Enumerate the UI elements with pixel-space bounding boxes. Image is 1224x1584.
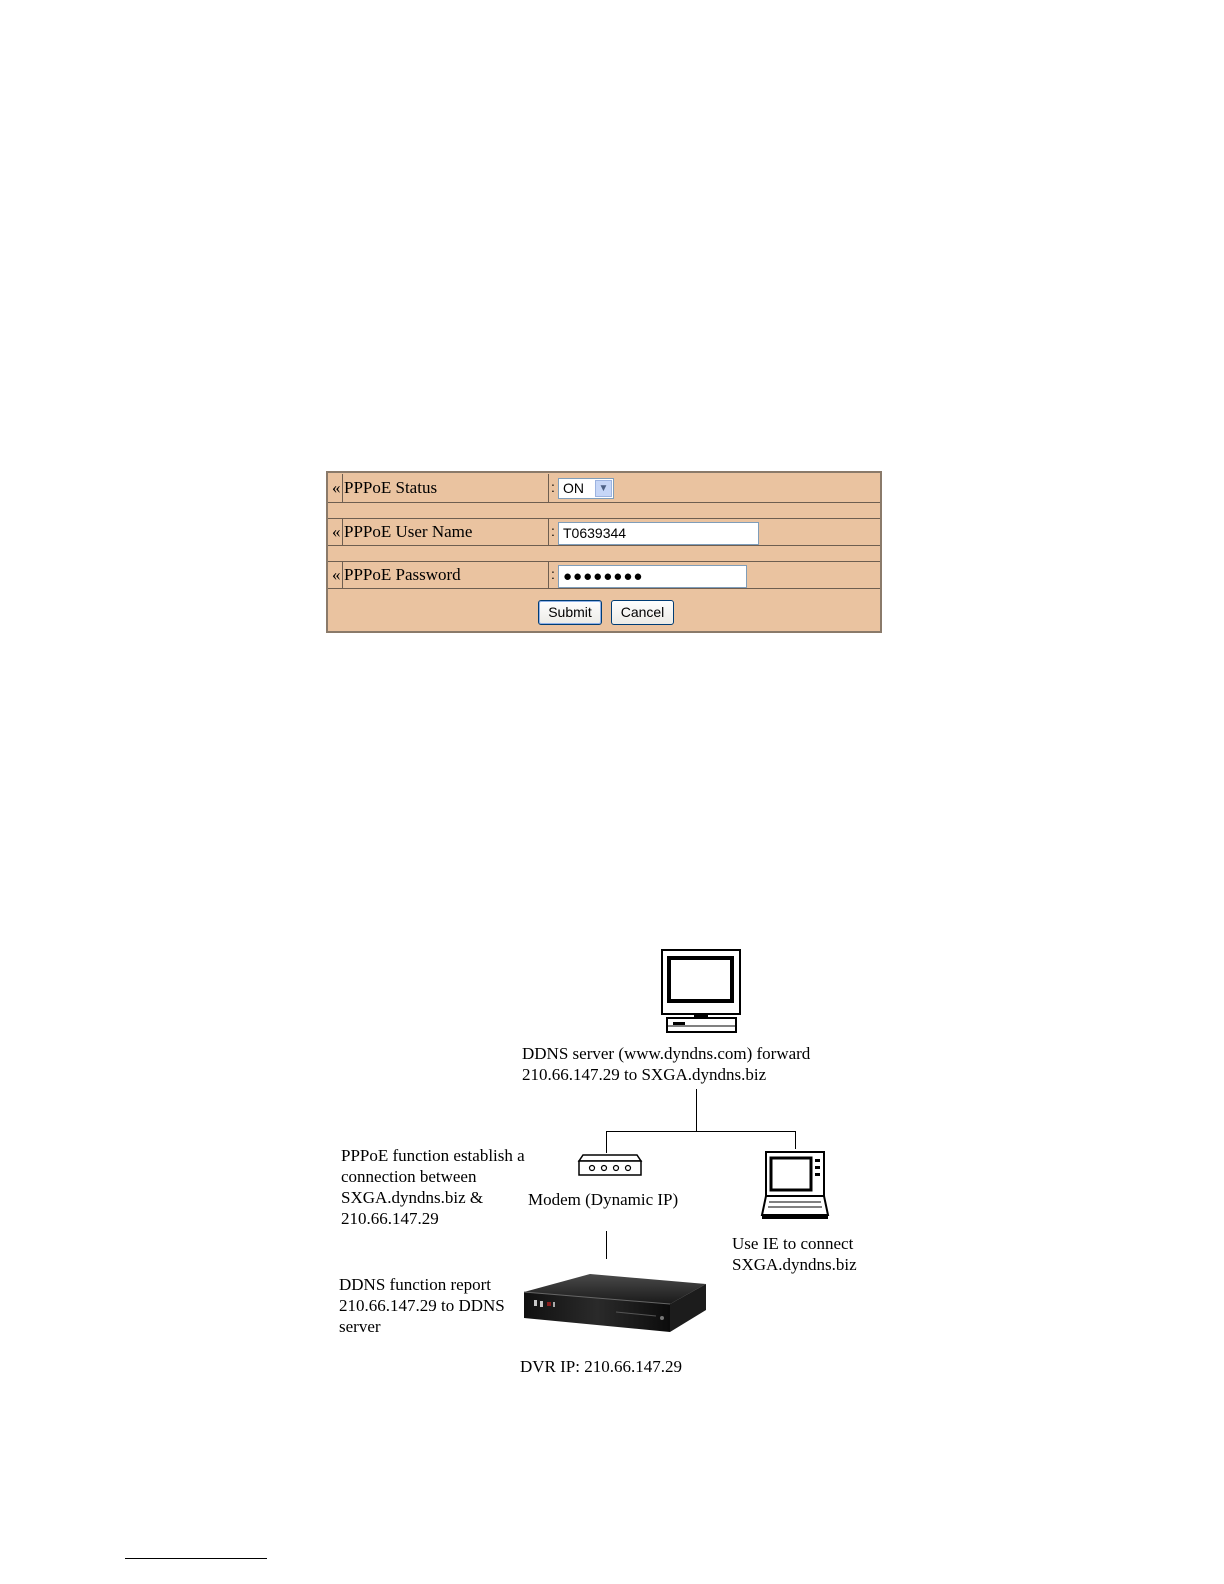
- pppoe-user-name-row: [328, 518, 880, 546]
- row-separator: [342, 518, 343, 546]
- pppoe-user-name-input[interactable]: T0639344: [558, 522, 759, 545]
- caption-line: 210.66.147.29: [341, 1209, 439, 1228]
- modem-icon: [577, 1153, 643, 1179]
- caption-line: PPPoE function establish a: [341, 1146, 525, 1165]
- desktop-computer-icon: [660, 948, 744, 1034]
- chevron-down-icon[interactable]: ▼: [595, 480, 612, 497]
- connector-line: [606, 1231, 607, 1259]
- caption-line: 210.66.147.29 to SXGA.dyndns.biz: [522, 1065, 767, 1084]
- row-separator: [342, 561, 343, 589]
- caption-line: server: [339, 1317, 381, 1336]
- pppoe-status-select[interactable]: [558, 478, 614, 499]
- row-bullet: «: [332, 478, 341, 497]
- row-colon: :: [551, 479, 555, 495]
- connector-line: [795, 1131, 796, 1149]
- ddns-function-caption: [339, 1274, 505, 1337]
- row-divider: [548, 561, 549, 589]
- pppoe-function-caption: [341, 1145, 525, 1229]
- laptop-caption: [732, 1233, 857, 1275]
- row-divider: [548, 518, 549, 546]
- row-separator: [342, 474, 343, 502]
- ddns-server-caption: [522, 1043, 810, 1085]
- modem-caption: Modem (Dynamic IP): [528, 1190, 679, 1209]
- pppoe-status-label: PPPoE Status: [344, 478, 438, 497]
- dvr-device-image: [520, 1270, 710, 1342]
- caption-line: Use IE to connect: [732, 1234, 854, 1253]
- caption-line: DDNS server (www.dyndns.com) forward: [522, 1044, 811, 1063]
- cancel-button[interactable]: Cancel: [611, 600, 674, 625]
- caption-line: connection between: [341, 1167, 477, 1186]
- pppoe-user-name-label: PPPoE User Name: [344, 522, 473, 541]
- row-colon: :: [551, 566, 555, 582]
- pppoe-password-row: [328, 561, 880, 589]
- row-bullet: «: [332, 565, 341, 584]
- row-bullet: «: [332, 522, 341, 541]
- row-divider: [548, 474, 549, 502]
- pppoe-password-label: PPPoE Password: [344, 565, 461, 584]
- caption-line: SXGA.dyndns.biz &: [341, 1188, 484, 1207]
- caption-line: DDNS function report: [339, 1275, 492, 1294]
- caption-line: 210.66.147.29 to DDNS: [339, 1296, 505, 1315]
- connector-line: [606, 1131, 607, 1153]
- connector-line: [696, 1089, 697, 1131]
- pppoe-password-input[interactable]: ●●●●●●●●: [558, 565, 747, 588]
- laptop-icon: [760, 1149, 830, 1221]
- caption-line: SXGA.dyndns.biz: [732, 1255, 857, 1274]
- pppoe-settings-form: [326, 471, 882, 633]
- pppoe-status-value: ON: [563, 480, 584, 496]
- pppoe-status-row: [328, 475, 880, 503]
- connector-line: [606, 1131, 796, 1132]
- footnote-separator: [125, 1558, 267, 1559]
- form-button-bar: [328, 599, 880, 629]
- dvr-ip-caption: DVR IP: 210.66.147.29: [520, 1357, 682, 1376]
- row-colon: :: [551, 523, 555, 539]
- submit-button[interactable]: Submit: [538, 600, 602, 625]
